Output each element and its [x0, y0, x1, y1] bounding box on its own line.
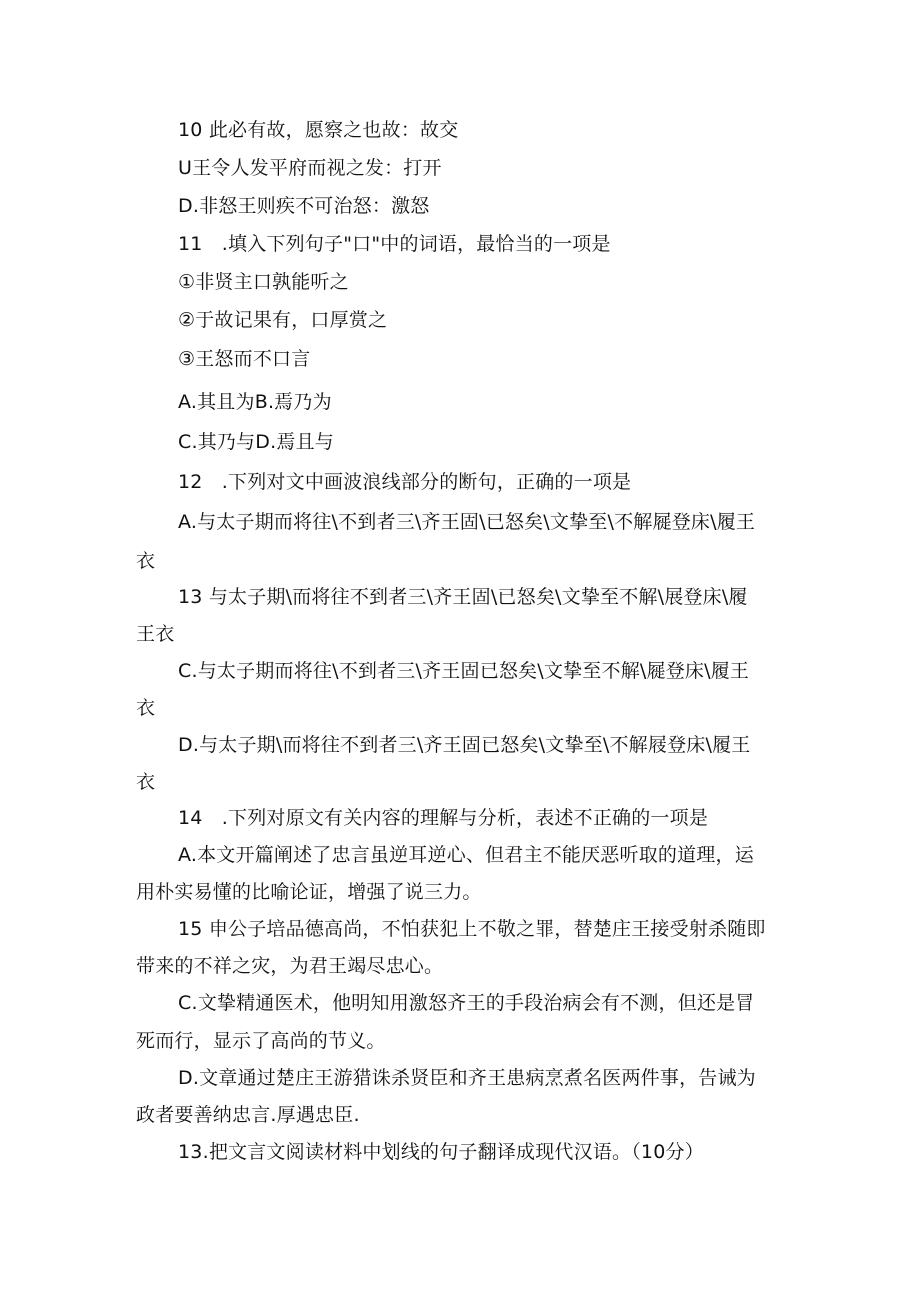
question-13-stem: 13.把文言文阅读材料中划线的句子翻译成现代汉语。（10分）: [178, 1141, 704, 1163]
question-11-options-cd: C.其乃与D.焉且与: [178, 431, 334, 453]
question-11-stem: 11 .填入下列句子"口"中的词语，最恰当的一项是: [178, 233, 611, 255]
question-12-option-d: D.与太子期\而将往不到者三\齐王固已怒矣\文挚至\不解屐登床\履王: [178, 734, 751, 756]
question-12-option-c: C.与太子期而将往\不到者三\齐王固已怒矣\文挚至不解\屣登床\履王: [178, 660, 750, 682]
question-11-sentence-3: ③王怒而不口言: [178, 348, 311, 370]
question-11-sentence-1: ①非贤主口孰能听之: [178, 271, 349, 293]
question-12-option-b-continued: 王衣: [136, 623, 175, 645]
question-10-option-u: U王令人发平府而视之发：打开: [178, 157, 442, 179]
question-10-option-c: 10 此必有故，愿察之也故：故交: [178, 119, 459, 141]
question-14-option-b: 15 申公子培品德高尚，不怕获犯上不敬之罪，替楚庄王接受射杀随即: [178, 918, 766, 940]
question-12-stem: 12 .下列对文中画波浪线部分的断句，正确的一项是: [178, 471, 632, 493]
question-14-option-d-continued: 政者要善纳忠言.厚遇忠臣.: [136, 1104, 360, 1126]
question-12-option-c-continued: 衣: [136, 697, 156, 719]
question-14-option-a: A.本文开篇阐述了忠言虽逆耳逆心、但君主不能厌恶听取的道理，运: [178, 844, 754, 866]
question-14-option-b-continued: 带来的不祥之灾，为君王竭尽忠心。: [136, 955, 444, 977]
question-12-option-a: A.与太子期而将往\不到者三\齐王固\已怒矣\文挚至\不解屣登床\履王: [178, 511, 756, 533]
question-14-option-c-continued: 死而行，显示了高尚的节义。: [136, 1030, 386, 1052]
question-12-option-d-continued: 衣: [136, 771, 156, 793]
question-14-option-a-continued: 用朴实易懂的比喻论证，增强了说三力。: [136, 881, 482, 903]
question-14-stem: 14 .下列对原文有关内容的理解与分析，表述不正确的一项是: [178, 807, 709, 829]
question-11-options-ab: A.其且为B.焉乃为: [178, 391, 332, 413]
question-14-option-d: D.文章通过楚庄王游猎诛杀贤臣和齐王患病烹煮名医两件事，告诫为: [178, 1067, 756, 1089]
question-10-option-d: D.非怒王则疾不可治怒：激怒: [178, 195, 430, 217]
question-12-option-b: 13 与太子期\而将往不到者三\齐王固\已怒矣\文挚至不解\展登床\履: [178, 586, 748, 608]
question-12-option-a-continued: 衣: [136, 550, 156, 572]
question-14-option-c: C.文挚精通医术，他明知用激怒齐王的手段治病会有不测，但还是冒: [178, 992, 755, 1014]
question-11-sentence-2: ②于故记果有，口厚赏之: [178, 309, 388, 331]
